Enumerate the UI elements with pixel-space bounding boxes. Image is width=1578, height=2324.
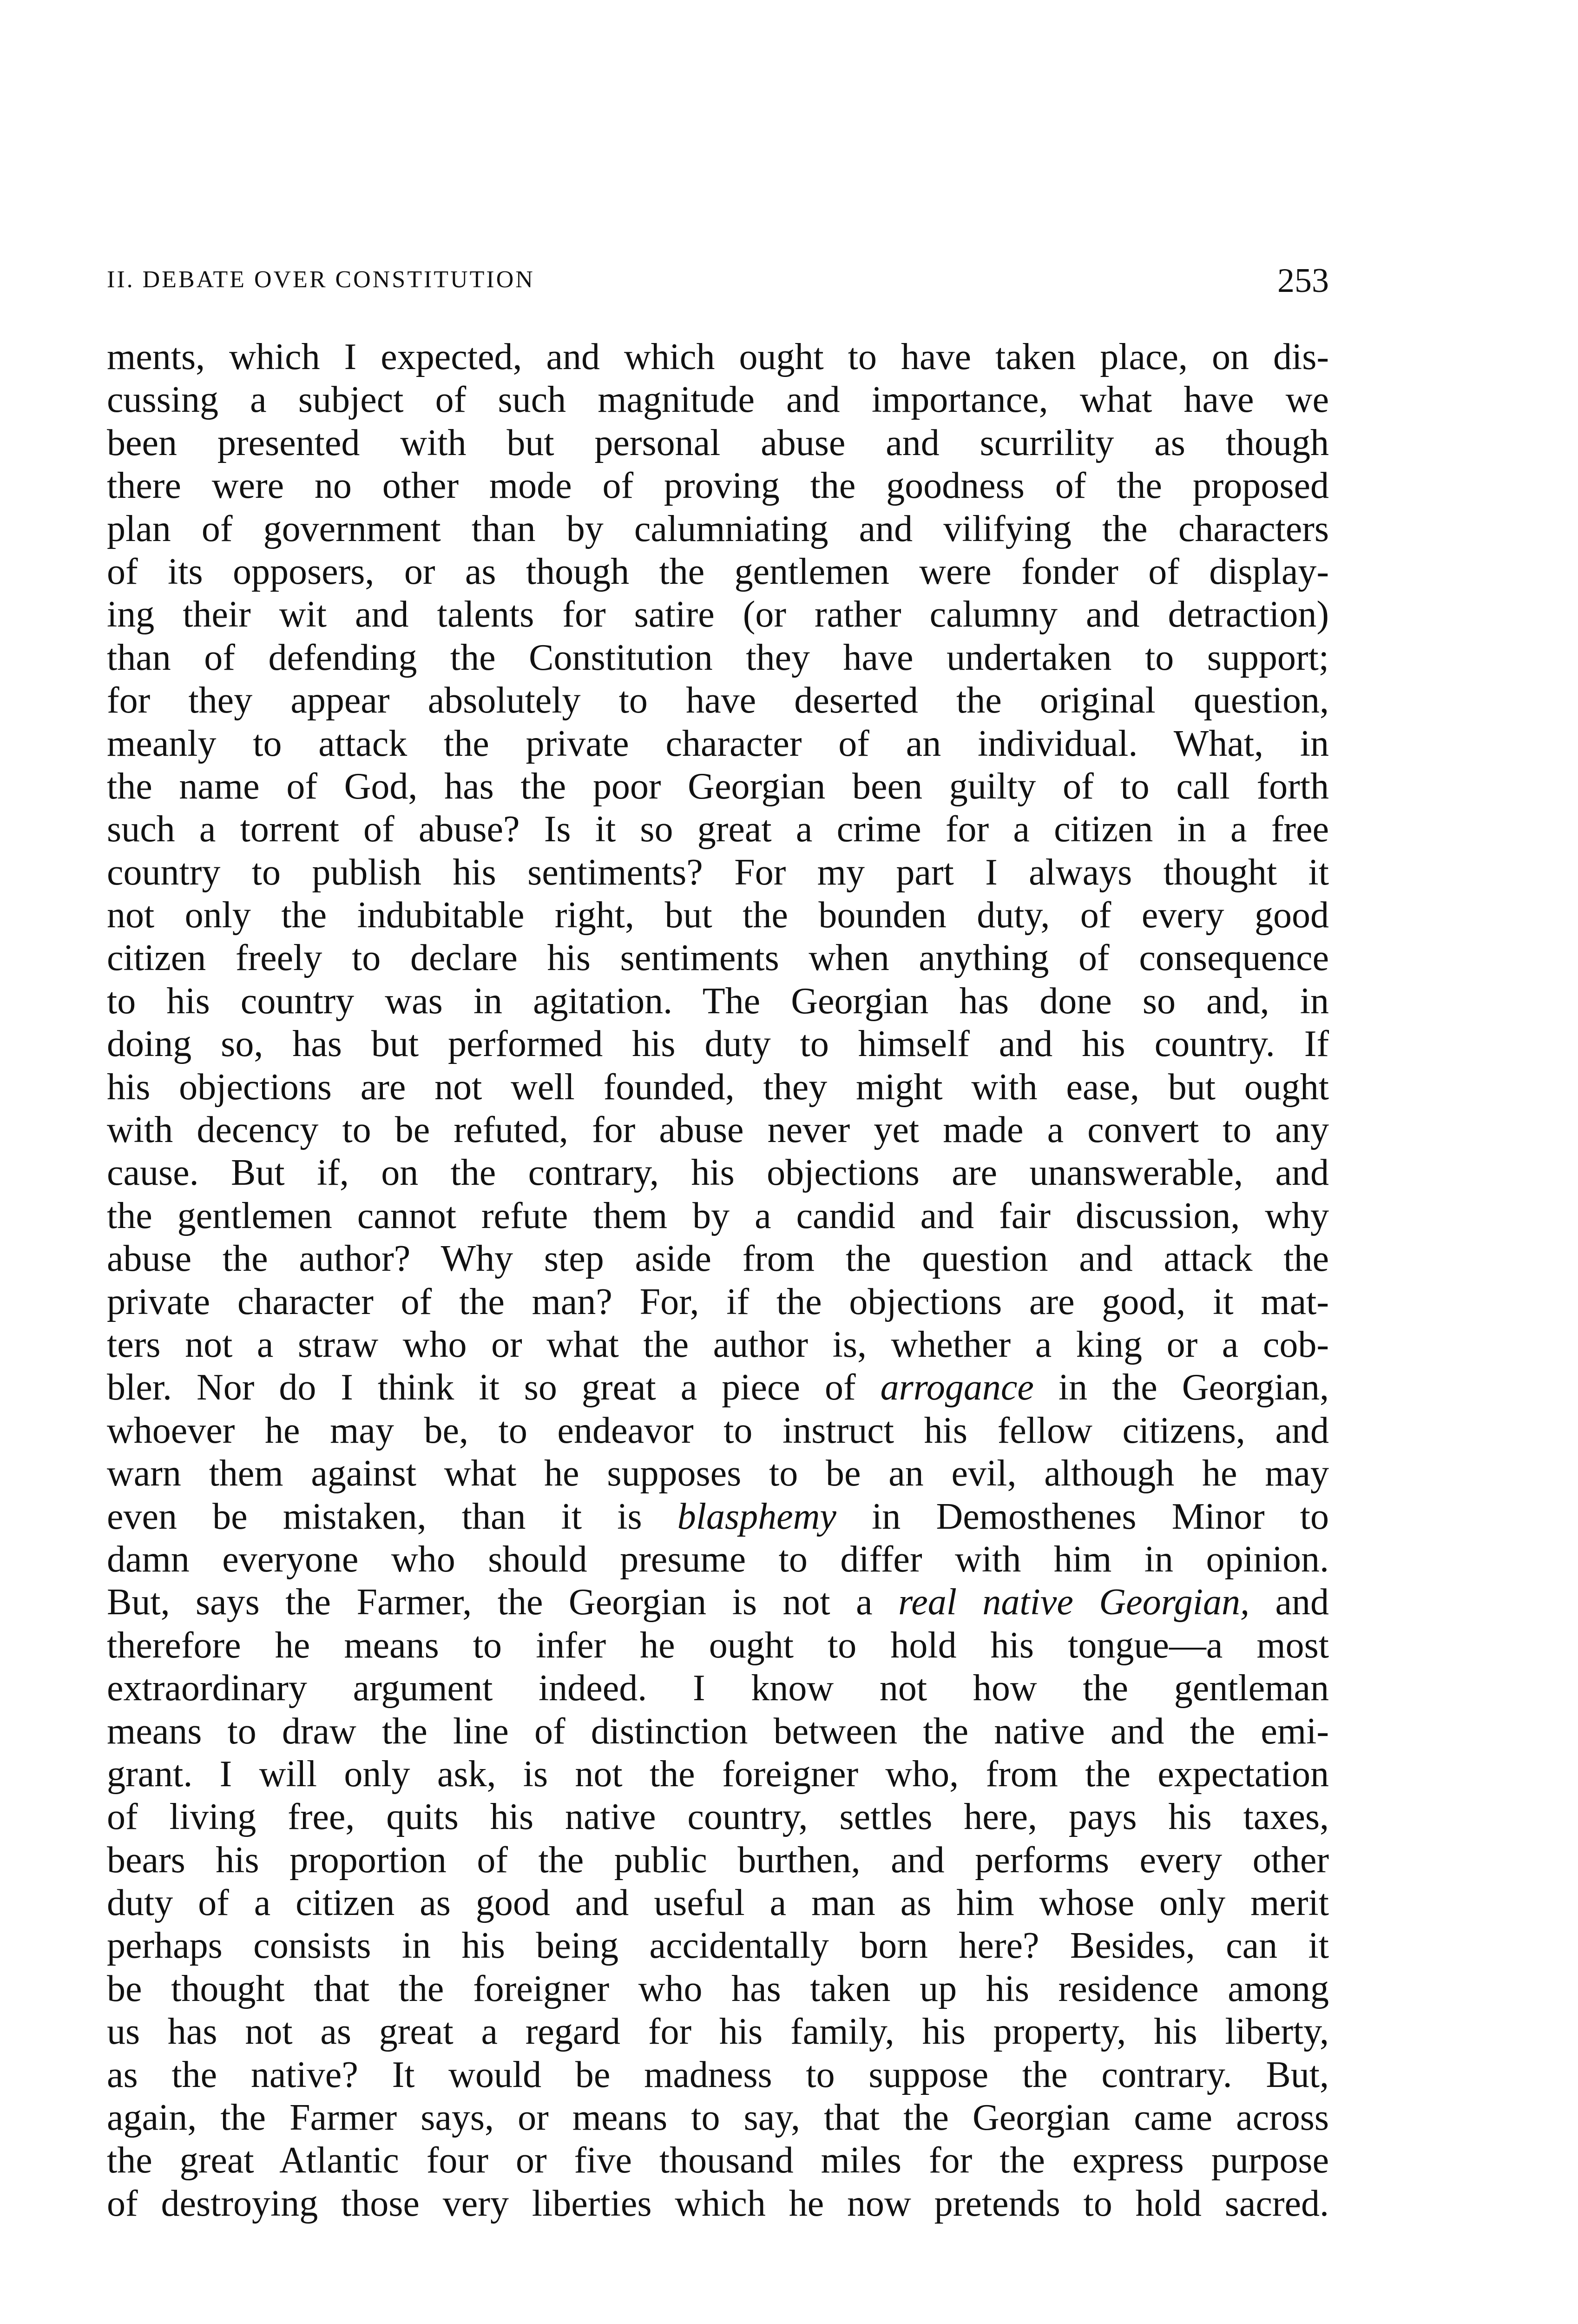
text-line [107,464,1329,507]
text-segment: cause. But if, on the contrary, his objections are unanswerable, and [107,1152,1329,1194]
text-segment: be thought that the foreigner who has taken up his residence among [107,1968,1329,2009]
text-segment: for they appear absolutely to have deserted the original question, [107,680,1329,721]
text-segment: such a torrent of abuse? Is it so great a crime for a citizen in a free [107,809,1329,850]
text-line [107,1409,1329,1452]
text-segment: us has not as great a regard for his family, his property, his liberty, [107,2011,1329,2053]
text-segment: ments, which I expected, and which ought to have taken place, on dis- [107,337,1329,377]
text-line [107,722,1329,765]
text-line [107,1581,1329,1624]
text-segment: his objections are not well founded, they might with ease, but ought [107,1066,1329,1108]
text-segment: plan of government than by calumniating and vilifying the characters [107,508,1329,549]
text-segment: cussing a subject of such magnitude and importance, what have we [107,379,1329,421]
text-line [107,1667,1329,1710]
text-line [107,2182,1329,2225]
text-line [107,636,1329,679]
italic-text: real native Georgian, [898,1582,1250,1623]
page-number: 253 [1277,262,1329,300]
text-line [107,1924,1329,1967]
text-segment: the name of God, has the poor Georgian been guilty of to call forth [107,766,1329,807]
text-segment: there were no other mode of proving the goodness of the proposed [107,465,1329,507]
text-segment: extraordinary argument indeed. I know not how the gentleman [107,1668,1329,1709]
text-line [107,1796,1329,1838]
text-line [107,1495,1329,1538]
text-line [107,808,1329,851]
text-line [107,679,1329,722]
text-line [107,2053,1329,2096]
text-line [107,1323,1329,1366]
text-segment: of its opposers, or as though the gentlemen were fonder of display- [107,551,1329,592]
text-segment: and [1249,1582,1329,1623]
text-segment: whoever he may be, to endeavor to instruct his fellow citizens, and [107,1410,1329,1451]
text-segment: the great Atlantic four or five thousand miles for the express purpose [107,2140,1329,2181]
text-segment: ing their wit and talents for satire (or rather calumny and detraction) [107,594,1329,635]
text-segment: even be mistaken, than it is [107,1496,677,1537]
running-head [107,261,1329,303]
text-segment: abuse the author? Why step aside from the question and attack the [107,1238,1329,1280]
text-segment: damn everyone who should presume to differ with him in opinion. [107,1538,1329,1580]
text-line [107,1109,1329,1151]
text-line [107,1710,1329,1753]
text-segment: ters not a straw who or what the author is, whether a king or a cob- [107,1324,1329,1365]
text-line [107,1366,1329,1409]
text-line [107,336,1329,378]
text-segment: again, the Farmer says, or means to say, that the Georgian came across [107,2097,1329,2139]
text-line [107,851,1329,894]
text-line [107,1023,1329,1065]
text-segment: in Demosthenes Minor to [836,1496,1329,1537]
text-segment: to his country was in agitation. The Georgian has done so and, in [107,980,1329,1022]
text-line [107,1237,1329,1280]
text-segment: not only the indubitable right, but the bounden duty, of every good [107,895,1329,936]
text-segment: of living free, quits his native country, settles here, pays his taxes, [107,1796,1329,1838]
running-title: II. DEBATE OVER CONSTITUTION [107,266,535,293]
text-line [107,1195,1329,1237]
text-segment: grant. I will only ask, is not the foreigner who, from the expectation [107,1753,1329,1795]
text-segment: bears his proportion of the public burthen, and performs every other [107,1839,1329,1881]
text-line [107,550,1329,593]
text-segment: as the native? It would be madness to suppose the contrary. But, [107,2054,1329,2095]
text-line [107,894,1329,937]
text-line [107,937,1329,979]
text-line [107,980,1329,1023]
text-segment: the gentlemen cannot refute them by a candid and fair discussion, why [107,1195,1329,1236]
text-line [107,1753,1329,1796]
text-segment: citizen freely to declare his sentiments when anything of consequence [107,938,1329,979]
text-segment: of destroying those very liberties which he now pretends to hold sacred. [107,2183,1329,2224]
text-segment: means to draw the line of distinction between the native and the emi- [107,1710,1329,1752]
italic-text: blasphemy [677,1496,836,1537]
text-segment: been presented with but personal abuse and scurrility as though [107,422,1329,463]
text-line [107,1281,1329,1323]
text-segment: therefore he means to infer he ought to hold his tongue—a most [107,1624,1329,1666]
text-line [107,593,1329,636]
text-line [107,378,1329,421]
text-segment: than of defending the Constitution they have undertaken to support; [107,637,1329,678]
text-segment: private character of the man? For, if the objections are good, it mat- [107,1281,1329,1322]
text-line [107,1538,1329,1581]
text-segment: meanly to attack the private character of an individual. What, in [107,723,1329,764]
text-line [107,1066,1329,1109]
text-segment: warn them against what he supposes to be an evil, although he may [107,1453,1329,1494]
text-line [107,1151,1329,1194]
text-segment: bler. Nor do I think it so great a piece of [107,1367,881,1408]
body-text [107,336,1329,2225]
text-line [107,1452,1329,1495]
italic-text: arrogance [880,1367,1034,1408]
text-line [107,765,1329,808]
text-line [107,508,1329,550]
text-line [107,422,1329,464]
text-line [107,1624,1329,1667]
text-segment: But, says the Farmer, the Georgian is not a [107,1582,899,1623]
text-segment: doing so, has but performed his duty to himself and his country. If [107,1023,1329,1065]
text-line [107,2096,1329,2139]
text-line [107,2010,1329,2053]
text-segment: country to publish his sentiments? For my part I always thought it [107,852,1329,893]
text-segment: with decency to be refuted, for abuse never yet made a convert to any [107,1109,1329,1151]
text-line [107,2139,1329,2182]
text-line [107,1839,1329,1882]
text-segment: duty of a citizen as good and useful a man as him whose only merit [107,1882,1329,1924]
text-line [107,1967,1329,2010]
text-segment: perhaps consists in his being accidentally born here? Besides, can it [107,1925,1329,1967]
text-line [107,1882,1329,1924]
text-segment: in the Georgian, [1033,1367,1329,1408]
